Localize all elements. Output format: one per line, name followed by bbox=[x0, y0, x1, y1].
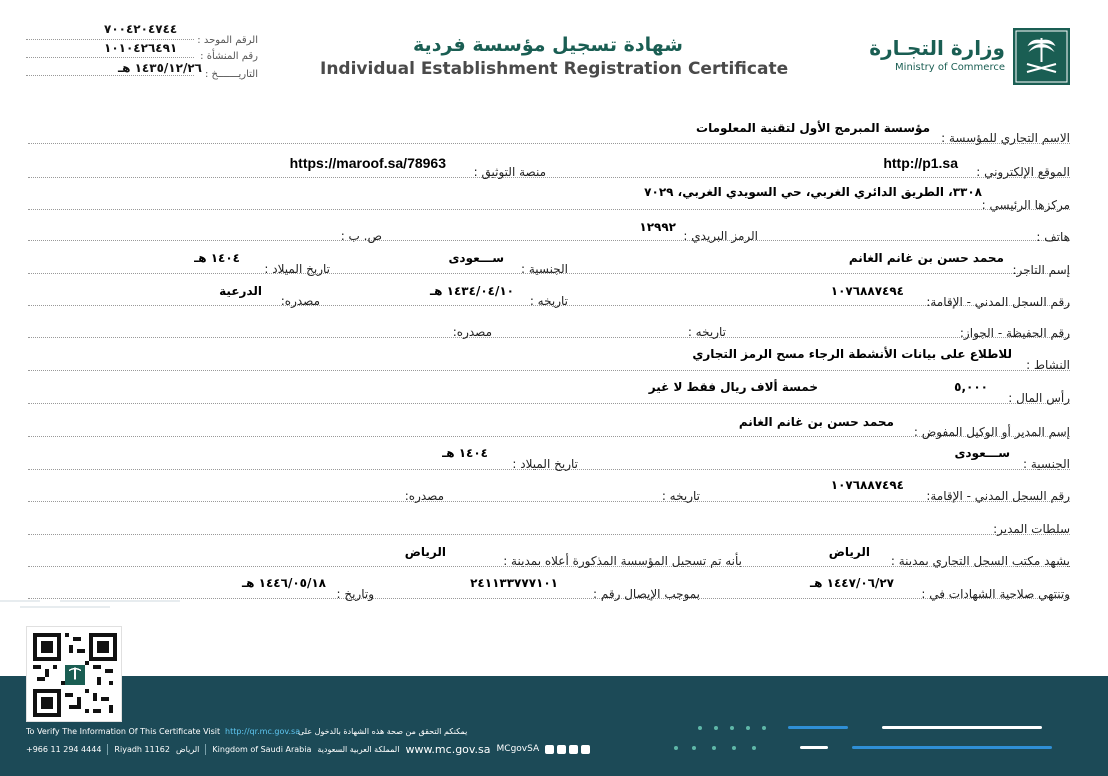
civil-id-label: رقم السجل المدني - الإقامة: bbox=[926, 295, 1070, 309]
merchant-name-value: محمد حسن بن غانم الغانم bbox=[848, 251, 1004, 265]
manager-birth-label: تاريخ الميلاد : bbox=[512, 457, 578, 471]
youtube-icon[interactable] bbox=[581, 745, 590, 754]
footer-contact-bar bbox=[26, 743, 590, 755]
row-divider bbox=[28, 177, 1070, 178]
passport-label: رقم الحفيظة - الجواز: bbox=[959, 326, 1070, 340]
receipt-number-label: بموجب الإيصال رقم : bbox=[593, 587, 700, 601]
receipt-date-value: ١٤٤٦/٠٥/١٨ هـ bbox=[242, 576, 326, 590]
receipt-number-value: ٢٤١١٣٣٧٧٧١٠١ bbox=[470, 576, 558, 590]
auth-platform-value[interactable]: https://maroof.sa/78963 bbox=[289, 155, 446, 171]
ministry-emblem-icon bbox=[1013, 28, 1070, 85]
footer-city-arabic: الرياض bbox=[175, 744, 200, 754]
qr-code[interactable] bbox=[26, 626, 122, 722]
receipt-date-label: وتاريخ : bbox=[336, 587, 374, 601]
row-divider bbox=[28, 337, 1070, 338]
verify-text-english: To Verify The Information Of This Certificate Visit bbox=[26, 727, 221, 736]
capital-label: رأس المال : bbox=[1008, 391, 1070, 405]
manager-birth-value: ١٤٠٤ هـ bbox=[442, 446, 488, 460]
civil-id-source-label: مصدره: bbox=[280, 294, 320, 308]
civil-id-date-label: تاريخه : bbox=[529, 294, 568, 308]
civil-id-source-value: الدرعية bbox=[219, 284, 262, 298]
registered-city-label: بأنه تم تسجيل المؤسسة المذكورة أعلاه بمدينة : bbox=[503, 554, 742, 568]
merchant-name-label: إسم التاجر: bbox=[1012, 263, 1070, 277]
capital-amount-words: خمسة ألاف ريال فقط لا غير bbox=[648, 380, 818, 394]
office-city-value: الرياض bbox=[828, 545, 870, 559]
social-icons bbox=[545, 745, 590, 754]
issue-date-value: ١٤٣٥/١٢/٢٦ هـ bbox=[118, 61, 202, 75]
civil-id-value: ١٠٧٦٨٨٧٤٩٤ bbox=[830, 284, 904, 298]
ministry-name-english: Ministry of Commerce bbox=[895, 62, 1005, 73]
instagram-icon[interactable] bbox=[545, 745, 554, 754]
registered-city-value: الرياض bbox=[404, 545, 446, 559]
footer-city-english: Riyadh 11162 bbox=[114, 744, 170, 754]
certificate-title-english: Individual Establishment Registration Certificate bbox=[320, 59, 789, 79]
issue-date-row bbox=[26, 61, 258, 80]
manager-name-label: إسم المدير أو الوكيل المفوض : bbox=[913, 425, 1070, 439]
postal-code-value: ١٢٩٩٢ bbox=[639, 220, 676, 234]
passport-date-label: تاريخه : bbox=[687, 325, 726, 339]
row-divider bbox=[28, 403, 1070, 404]
nationality-label: الجنسية : bbox=[521, 262, 568, 276]
phone-label: هاتف : bbox=[1036, 230, 1070, 244]
footer-kingdom-arabic: المملكة العربية السعودية bbox=[317, 744, 400, 754]
trade-name-value: مؤسسة المبرمج الأول لتقنية المعلومات bbox=[696, 121, 930, 135]
website-label: الموقع الإلكتروني : bbox=[976, 165, 1070, 179]
row-divider bbox=[28, 534, 1070, 535]
manager-powers-label: سلطات المدير: bbox=[993, 522, 1070, 536]
manager-name-value: محمد حسن بن غانم الغانم bbox=[738, 415, 894, 429]
verify-text-arabic: يمكنكم التحقق من صحة هذه الشهادة بالدخول على bbox=[298, 727, 468, 736]
pobox-label: ص. ب : bbox=[340, 229, 382, 243]
unified-number-value: ٧٠٠٤٢٠٤٧٤٤ bbox=[104, 22, 178, 36]
manager-nationality-label: الجنسية : bbox=[1023, 457, 1070, 471]
twitter-icon[interactable] bbox=[569, 745, 578, 754]
facebook-icon[interactable] bbox=[557, 745, 566, 754]
issue-date-label: التاريـــــــخ : bbox=[204, 69, 258, 80]
verify-link[interactable]: http://qr.mc.gov.sa bbox=[225, 727, 301, 736]
birth-date-value: ١٤٠٤ هـ bbox=[194, 251, 240, 265]
auth-platform-label: منصة التوثيق : bbox=[473, 165, 546, 179]
manager-civil-date-label: تاريخه : bbox=[661, 489, 700, 503]
establishment-number-row bbox=[26, 41, 258, 62]
row-divider bbox=[28, 240, 1070, 241]
trade-name-label: الاسم التجاري للمؤسسة : bbox=[941, 131, 1070, 145]
capital-amount: ٥,٠٠٠ bbox=[954, 380, 988, 394]
ministry-name-arabic: وزارة التجـارة bbox=[869, 36, 1005, 60]
postal-code-label: الرمز البريدي : bbox=[683, 229, 758, 243]
row-divider bbox=[28, 501, 1070, 502]
footer-social-handle[interactable]: MCgovSA bbox=[496, 744, 540, 754]
birth-date-label: تاريخ الميلاد : bbox=[264, 262, 330, 276]
expiry-label: وتنتهي صلاحية الشهادات في : bbox=[921, 587, 1070, 601]
passport-source-label: مصدره: bbox=[452, 325, 492, 339]
website-value[interactable]: http://p1.sa bbox=[883, 155, 958, 171]
separator bbox=[107, 744, 108, 755]
certificate-title-arabic: شهادة تسجيل مؤسسة فردية bbox=[413, 34, 683, 56]
unified-number-label: الرقم الموحد : bbox=[197, 35, 258, 46]
manager-civil-id-label: رقم السجل المدني - الإقامة: bbox=[926, 489, 1070, 503]
manager-civil-source-label: مصدره: bbox=[404, 489, 444, 503]
activity-label: النشاط : bbox=[1026, 358, 1070, 372]
qr-code-icon bbox=[33, 633, 117, 717]
civil-id-date-value: ١٤٣٤/٠٤/١٠ هـ bbox=[430, 284, 514, 298]
row-divider bbox=[28, 143, 1070, 144]
manager-nationality-value: ســـعودى bbox=[954, 446, 1010, 460]
footer-phone: +966 11 294 4444 bbox=[26, 744, 102, 754]
decorative-lines bbox=[0, 592, 220, 612]
footer-kingdom-english: Kingdom of Saudi Arabia bbox=[212, 744, 312, 754]
manager-civil-id-value: ١٠٧٦٨٨٧٤٩٤ bbox=[830, 478, 904, 492]
footer-website[interactable]: www.mc.gov.sa bbox=[405, 742, 491, 756]
footer-decoration bbox=[672, 720, 1092, 760]
establishment-number-value: ١٠١٠٤٢٦٤٩١ bbox=[104, 41, 178, 55]
hq-value: ٣٣٠٨، الطريق الدائري الغربي، حي السويدي الغربي، ٧٠٢٩ bbox=[644, 185, 982, 199]
nationality-value: ســـعودى bbox=[448, 251, 504, 265]
hq-label: مركزها الرئيسي : bbox=[981, 198, 1070, 212]
establishment-number-label: رقم المنشأة : bbox=[200, 51, 258, 62]
row-divider bbox=[28, 370, 1070, 371]
row-divider bbox=[28, 209, 1070, 210]
office-label: يشهد مكتب السجل التجاري بمدينة : bbox=[890, 554, 1070, 568]
activity-value: للاطلاع على بيانات الأنشطة الرجاء مسح الرمز التجاري bbox=[692, 347, 1012, 361]
expiry-value: ١٤٤٧/٠٦/٢٧ هـ bbox=[810, 576, 894, 590]
separator bbox=[205, 744, 206, 755]
